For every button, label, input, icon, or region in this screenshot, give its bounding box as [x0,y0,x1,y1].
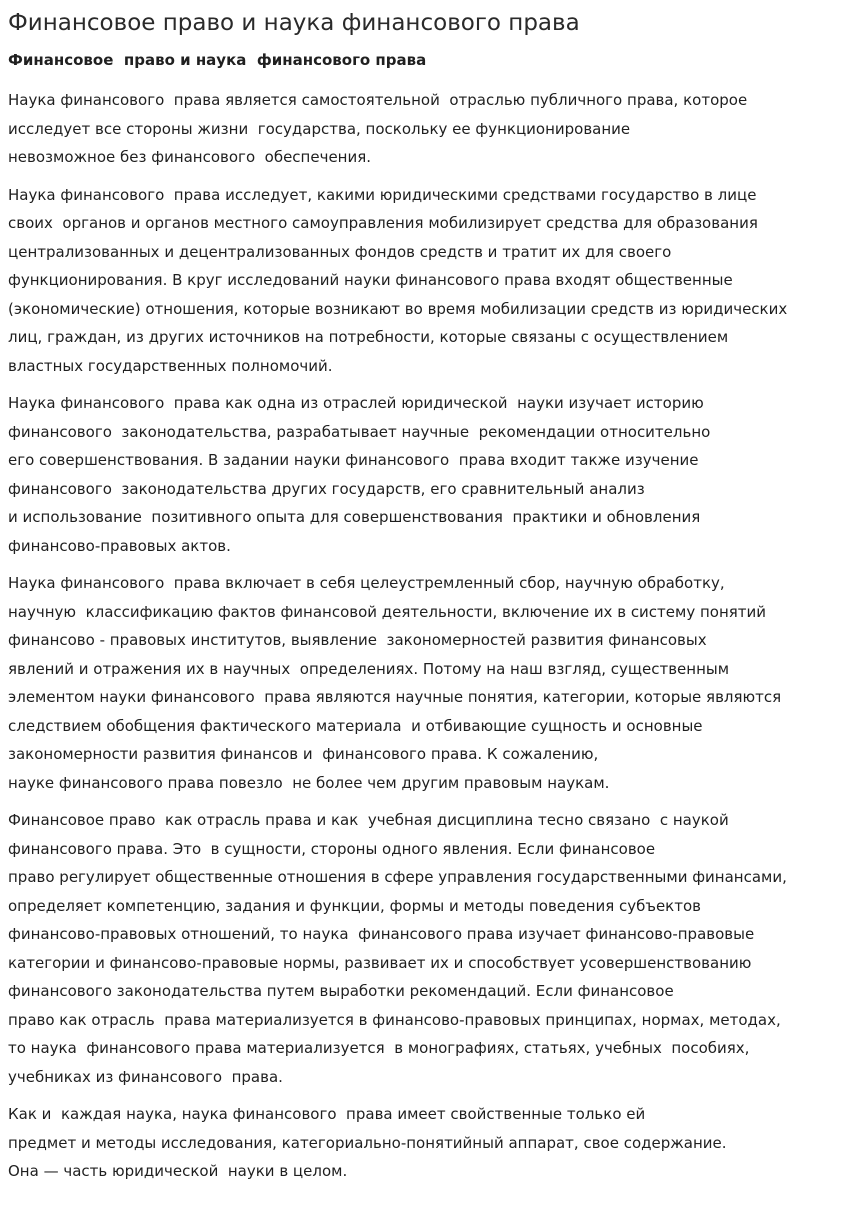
paragraph-3 [8,389,839,560]
paragraph-line: его совершенствования. В задании науки финансового права входит также изучение [8,451,699,469]
paragraph-line: невозможное без финансового обеспечения. [8,148,372,166]
paragraph-5 [8,806,839,1091]
paragraph-2 [8,181,839,381]
paragraph-line: финансово-правовых отношений, то наука финансового права изучает финансово-правовые [8,925,755,943]
paragraph-line: право регулирует общественные отношения в сфере управления государственными финансами, [8,868,787,886]
paragraph-line: элементом науки финансового права являются научные понятия, категории, которые являются [8,688,782,706]
paragraph-line: категории и финансово-правовые нормы, развивает их и способствует усовершенствованию [8,953,752,972]
paragraph-line: (экономические) отношения, которые возникают во время мобилизации средств из юридических [8,299,788,318]
paragraph-line: Наука финансового права включает в себя целеустремленный сбор, научную обработку, [8,574,725,592]
paragraph-line: финансово - правовых институтов, выявление закономерностей развития финансовых [8,631,707,649]
page-title: Финансовое право и наука финансового права [8,10,580,36]
paragraph-line: финансового законодательства других государств, его сравнительный анализ [8,479,645,498]
paragraph-line: Наука финансового права как одна из отраслей юридической науки изучает историю [8,394,704,412]
paragraph-line: функционирования. В круг исследований науки финансового права входят общественные [8,271,733,289]
paragraph-line: Наука финансового права является самостоятельной отраслью публичного права, которое [8,91,748,109]
paragraph-line: право как отрасль права материализуется в финансово-правовых принципах, нормах, методах, [8,1010,781,1029]
paragraph-line: закономерности развития финансов и финансового права. К сожалению, [8,745,599,763]
paragraph-line: своих органов и органов местного самоуправления мобилизирует средства для образования [8,214,758,232]
paragraph-line: Финансовое право как отрасль права и как учебная дисциплина тесно связано с наукой [8,811,729,829]
paragraph-line: предмет и методы исследования, категориально-понятийный аппарат, свое содержание. [8,1133,727,1152]
article-body [8,86,839,1186]
paragraph-line: научную классификацию фактов финансовой деятельности, включение их в систему понятий [8,602,767,621]
paragraph-line: властных государственных полномочий. [8,356,333,375]
paragraph-line: Она — часть юридической науки в целом. [8,1162,348,1180]
paragraph-6 [8,1100,839,1186]
paragraph-line: лиц, граждан, из других источников на потребности, которые связаны с осуществлением [8,328,729,346]
paragraph-line: то наука финансового права материализуется в монографиях, статьях, учебных пособиях, [8,1039,750,1057]
paragraph-line: следствием обобщения фактического материала и отбивающие сущность и основные [8,716,703,735]
paragraph-line: финансово-правовых актов. [8,536,231,555]
article-subtitle: Финансовое право и наука финансового права [8,51,427,69]
paragraph-line: явлений и отражения их в научных определениях. Потому на наш взгляд, существенным [8,659,730,678]
paragraph-line: финансового законодательства путем выработки рекомендаций. Если финансовое [8,982,674,1000]
paragraph-line: Как и каждая наука, наука финансового права имеет свойственные только ей [8,1105,646,1123]
paragraph-line: финансового законодательства, разрабатывает научные рекомендации относительно [8,422,711,441]
paragraph-line: Наука финансового права исследует, какими юридическими средствами государство в лице [8,185,757,204]
paragraph-line: и использование позитивного опыта для совершенствования практики и обновления [8,508,701,526]
paragraph-line: учебниках из финансового права. [8,1067,283,1086]
paragraph-line: науке финансового права повезло не более чем другим правовым наукам. [8,773,610,792]
paragraph-line: исследует все стороны жизни государства, поскольку ее функционирование [8,119,631,138]
paragraph-1 [8,86,839,172]
paragraph-4 [8,569,839,797]
paragraph-line: определяет компетенцию, задания и функции, формы и методы поведения субъектов [8,896,701,915]
paragraph-line: централизованных и децентрализованных фондов средств и тратит их для своего [8,242,672,261]
paragraph-line: финансового права. Это в сущности, стороны одного явления. Если финансовое [8,839,656,858]
